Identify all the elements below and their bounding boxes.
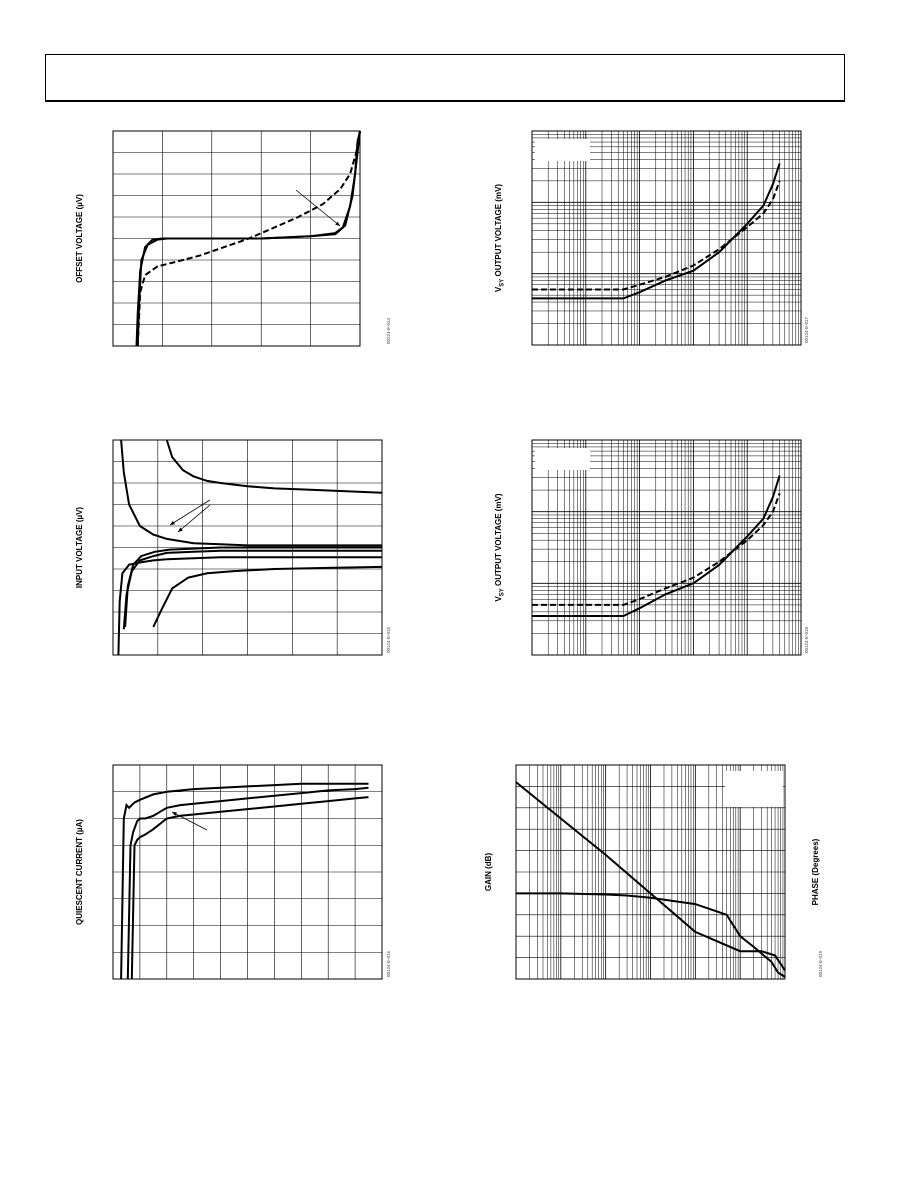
callout-line [170,500,210,525]
series-line-0 [121,440,382,545]
grid [532,131,801,345]
figure-number: 00124-E-018 [804,626,809,653]
y-axis-label-main: QUIESCENT CURRENT (µA) [75,819,84,925]
y-axis-label-rest: OUTPUT VOLTAGE (mV) [494,183,503,279]
figure-number: 00124-E-016 [386,950,391,977]
figure-number: 00124-E-017 [804,316,809,343]
y-axis-label [494,493,506,602]
y-axis-label [494,184,506,293]
chart-fig17 [494,131,809,345]
legend-box [535,139,590,161]
y-axis-label-main: V [494,286,503,293]
series-line-1 [128,788,369,979]
series-line-1 [167,440,382,493]
grid [532,440,801,655]
y-axis-label [75,507,84,589]
y-axis-label-rest: OUTPUT VOLTAGE (mV) [494,493,503,589]
y-axis-label [75,194,84,283]
chart-fig15 [75,440,391,655]
callout-arrowhead [170,521,175,525]
legend-box [535,448,590,470]
y-axis-label [75,819,84,925]
chart-fig18 [494,440,809,655]
y-axis-label [484,853,493,892]
series-line-2 [124,551,382,630]
figure-number: 00124-E-019 [818,950,823,977]
legend-box [725,771,783,807]
y-axis-label-sub: SY [499,278,506,287]
y-axis-label-main: V [494,596,503,602]
series-line-2 [132,797,369,979]
callout-line [178,505,210,532]
plot-frame [532,131,801,345]
phase-axis-label: PHASE (Degrees) [811,838,820,906]
y-axis-label-main: OFFSET VOLTAGE (µV) [75,194,84,283]
chart-fig16 [75,765,391,979]
chart-fig19 [484,765,823,979]
grid [113,765,382,979]
y-axis-label-sub: SY [499,588,506,597]
y-axis-label-main: GAIN (dB) [484,852,493,892]
plot-frame [532,440,801,655]
figure-number: 00124-E-014 [386,317,391,344]
y-axis-label-main: INPUT VOLTAGE (µV) [75,506,84,589]
figure-number: 00124-E-015 [386,626,391,653]
chart-fig14 [75,131,391,346]
series-line-5 [153,567,382,627]
